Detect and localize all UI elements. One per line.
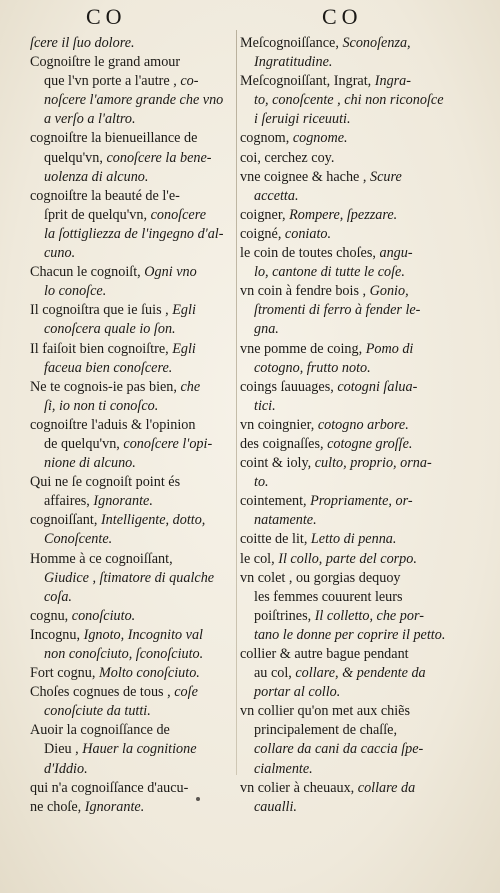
dictionary-line: [240, 454, 450, 473]
dictionary-line: [240, 282, 450, 301]
french-text: Il faiſoit bien cognoiſtre,: [30, 340, 173, 357]
french-text: coint & ioly,: [240, 455, 315, 472]
dictionary-line: [240, 569, 450, 588]
italian-text: noſcere l'amore grande che vno: [44, 92, 224, 109]
dictionary-line: [240, 244, 450, 263]
dictionary-line: [30, 244, 238, 263]
dictionary-line: [30, 187, 238, 206]
italian-text: Conoſcente.: [44, 531, 113, 548]
dictionary-line: [240, 149, 450, 168]
italian-text: che: [180, 378, 201, 395]
french-text: Meſcognoiſſance,: [240, 35, 343, 51]
dictionary-line: [240, 263, 450, 282]
dictionary-line: [240, 72, 450, 91]
dictionary-line: [30, 53, 238, 72]
italian-text: Propriamente, or-: [310, 493, 413, 510]
italian-text: Ignorante.: [84, 798, 145, 815]
italian-text: caualli.: [254, 798, 297, 815]
french-text: Homme à ce cognoiſſant,: [30, 550, 173, 567]
italian-text: natamente.: [254, 512, 317, 529]
italian-text: Il colletto, che por-: [314, 607, 424, 624]
dictionary-line: [240, 492, 450, 511]
italian-text: Ignoto, Incognito val: [83, 626, 203, 643]
dictionary-line: [30, 492, 238, 511]
italian-text: portar al collo.: [254, 684, 341, 701]
italian-text: Egli: [172, 340, 196, 357]
french-text: cointement,: [240, 493, 311, 510]
dictionary-line: [30, 301, 238, 320]
dictionary-line: [240, 645, 450, 664]
left-column: [30, 34, 238, 817]
dictionary-line: [240, 798, 450, 817]
french-text: coigner,: [240, 206, 290, 223]
french-text: ne choſe,: [30, 798, 85, 815]
italian-text: angu-: [379, 245, 413, 262]
french-text: Cognoiſtre le grand amour: [30, 54, 181, 71]
dictionary-line: [30, 550, 238, 569]
french-text: coi, cerchez coy.: [240, 149, 335, 166]
dictionary-line: [240, 473, 450, 492]
french-text: vn coin à fendre bois ,: [240, 283, 370, 300]
dictionary-line: [240, 187, 450, 206]
dictionary-line: [240, 110, 450, 129]
dictionary-line: [240, 721, 450, 740]
italian-text: lo conoſce.: [44, 283, 107, 300]
italian-text: cuno.: [44, 245, 76, 262]
dictionary-line: [30, 740, 238, 759]
italian-text: conoſciute da tutti.: [44, 703, 151, 720]
dictionary-line: [240, 664, 450, 683]
dictionary-line: [240, 530, 450, 549]
dictionary-line: [30, 168, 238, 187]
dictionary-line: [30, 588, 238, 607]
french-text: vne coignee & hache ,: [240, 168, 370, 185]
italian-text: Pomo di: [365, 340, 414, 357]
italian-text: i ſeruigi riceuuti.: [254, 111, 351, 128]
dictionary-line: [30, 645, 238, 664]
italian-text: cotogno arbore.: [317, 416, 409, 433]
italian-text: Hauer la cognitione: [82, 741, 197, 758]
italian-text: ſcere il ſuo dolore.: [30, 35, 135, 51]
dictionary-line: [240, 435, 450, 454]
dictionary-line: [240, 53, 450, 72]
french-text: Ne te cognois-ie pas bien,: [30, 378, 181, 395]
dictionary-line: [30, 378, 238, 397]
french-text: vn coingnier,: [240, 416, 318, 433]
dictionary-line: [240, 760, 450, 779]
dictionary-line: [240, 34, 450, 53]
italian-text: nione di alcuno.: [44, 455, 136, 472]
french-text: poiſtrines,: [254, 607, 315, 624]
dictionary-line: [30, 359, 238, 378]
french-text: Meſcognoiſſant, Ingrat,: [240, 73, 375, 90]
dictionary-line: [30, 454, 238, 473]
dictionary-line: [30, 473, 238, 492]
dictionary-line: [240, 206, 450, 225]
italian-text: cotogno, frutto noto.: [254, 359, 371, 376]
italian-text: accetta.: [254, 187, 299, 204]
dictionary-line: [240, 607, 450, 626]
french-text: Auoir la cognoiſſance de: [30, 722, 170, 739]
french-text: de quelqu'vn,: [44, 435, 124, 452]
dictionary-line: [240, 626, 450, 645]
italian-text: cotogni ſalua-: [337, 378, 418, 395]
dictionary-line: [240, 340, 450, 359]
italian-text: coſe: [174, 684, 198, 701]
italian-text: Molto conoſciuto.: [98, 665, 200, 682]
dictionary-line: [30, 607, 238, 626]
french-text: vne pomme de coing,: [240, 340, 366, 357]
dictionary-line: [30, 416, 238, 435]
dictionary-line: [30, 340, 238, 359]
dictionary-line: [30, 664, 238, 683]
italian-text: faceua bien conoſcere.: [44, 359, 173, 376]
dictionary-line: [30, 530, 238, 549]
dictionary-line: [30, 129, 238, 148]
french-text: principalement de chaſſe,: [254, 722, 397, 739]
french-text: au col,: [254, 665, 296, 682]
dictionary-line: [30, 511, 238, 530]
french-text: coitte de lit,: [240, 531, 311, 548]
italian-text: cognome.: [292, 130, 348, 147]
italian-text: Giudice , ſtimatore di qualche: [44, 569, 215, 586]
dictionary-line: [240, 301, 450, 320]
french-text: des coignaſſes,: [240, 435, 328, 452]
dictionary-line: [240, 225, 450, 244]
italian-text: collare da: [357, 779, 416, 796]
italian-text: Ignorante.: [93, 493, 153, 510]
italian-text: Intelligente, dotto,: [100, 512, 206, 529]
french-text: Choſes cognues de tous ,: [30, 684, 175, 701]
french-text: coigné,: [240, 225, 285, 242]
dictionary-line: [240, 168, 450, 187]
italian-text: ſtromenti di ferro à fender le-: [254, 302, 421, 319]
dictionary-line: [240, 550, 450, 569]
italian-text: coſa.: [44, 588, 72, 605]
italian-text: conoſcere: [150, 206, 206, 223]
italian-text: ſi, io non ti conoſco.: [44, 397, 159, 414]
italian-text: Rompere, ſpezzare.: [289, 206, 398, 223]
right-column: [240, 34, 450, 817]
dictionary-line: [30, 626, 238, 645]
dictionary-line: [30, 110, 238, 129]
french-text: vn collier qu'on met aux chiẽs: [240, 703, 411, 720]
running-head-left: CO: [86, 4, 127, 29]
dictionary-line: [30, 225, 238, 244]
dictionary-line: [30, 721, 238, 740]
italian-text: Ingra-: [374, 73, 412, 90]
italian-text: collare, & pendente da: [295, 665, 426, 682]
italian-text: a verſo a l'altro.: [44, 111, 136, 128]
italian-text: lo, cantone di tutte le coſe.: [254, 264, 405, 281]
french-text: ſprit de quelqu'vn,: [44, 206, 151, 223]
dictionary-line: [30, 149, 238, 168]
dictionary-line: [240, 702, 450, 721]
italian-text: cotogne groſſe.: [327, 435, 413, 452]
italian-text: la ſottigliezza de l'ingegno d'al-: [44, 225, 224, 242]
french-text: cognom,: [240, 130, 293, 147]
french-text: affaires,: [44, 493, 94, 510]
dictionary-line: [30, 569, 238, 588]
dictionary-line: [30, 72, 238, 91]
dictionary-line: [30, 702, 238, 721]
french-text: Incognu,: [30, 626, 84, 643]
italian-text: Ingratitudine.: [254, 54, 333, 71]
italian-text: conoſcere la bene-: [106, 149, 212, 166]
french-text: vn colet , ou gorgias dequoy: [240, 569, 401, 586]
italian-text: Il collo, parte del corpo.: [278, 550, 417, 567]
italian-text: culto, proprio, orna-: [314, 455, 432, 472]
italian-text: cialmente.: [254, 760, 313, 777]
italian-text: tano le donne per coprire il petto.: [254, 626, 446, 643]
italian-text: Letto di penna.: [310, 531, 397, 548]
dictionary-line: [240, 779, 450, 798]
italian-text: to.: [254, 474, 269, 491]
italian-text: coniato.: [284, 225, 332, 242]
ink-dot: [196, 797, 200, 801]
french-text: le col,: [240, 550, 279, 567]
dictionary-line: [30, 435, 238, 454]
french-text: cognoiſtre l'aduis & l'opinion: [30, 416, 196, 433]
italian-text: uolenza di alcuno.: [44, 168, 149, 185]
italian-text: d'Iddio.: [44, 760, 88, 777]
french-text: Chacun le cognoiſt,: [30, 264, 145, 281]
dictionary-line: [240, 397, 450, 416]
french-text: quelqu'vn,: [44, 149, 107, 166]
dictionary-line: [240, 320, 450, 339]
italian-text: co-: [180, 73, 199, 90]
dictionary-line: [30, 282, 238, 301]
italian-text: Sconoſenza,: [342, 35, 411, 51]
french-text: cognoiſtre la bienueillance de: [30, 130, 198, 147]
dictionary-line: [240, 740, 450, 759]
dictionary-line: [30, 34, 238, 53]
dictionary-line: [30, 683, 238, 702]
dictionary-line: [30, 320, 238, 339]
italian-text: Gonio,: [369, 283, 409, 300]
dictionary-line: [30, 798, 238, 817]
dictionary-line: [240, 511, 450, 530]
dictionary-line: [30, 397, 238, 416]
dictionary-line: [240, 588, 450, 607]
italian-text: non conoſciuto, ſconoſciuto.: [44, 646, 204, 662]
dictionary-line: [30, 91, 238, 110]
dictionary-line: [240, 91, 450, 110]
french-text: cognu,: [30, 607, 72, 624]
french-text: Dieu ,: [44, 741, 83, 758]
french-text: qui n'a cognoiſſance d'aucu-: [30, 779, 189, 796]
dictionary-line: [30, 263, 238, 282]
french-text: Qui ne ſe cognoiſt point és: [30, 474, 181, 491]
dictionary-line: [240, 359, 450, 378]
french-text: coings ſauuages,: [240, 378, 338, 395]
dictionary-line: [240, 129, 450, 148]
dictionary-line: [30, 206, 238, 225]
french-text: collier & autre bague pendant: [240, 646, 409, 662]
french-text: que l'vn porte a l'autre ,: [44, 73, 181, 90]
running-head-right: CO: [322, 4, 363, 29]
dictionary-line: [30, 779, 238, 798]
dictionary-line: [30, 760, 238, 779]
italian-text: conoſcere l'opi-: [123, 435, 213, 452]
italian-text: tici.: [254, 397, 276, 414]
dictionary-line: [240, 683, 450, 702]
french-text: cognoiſſant,: [30, 512, 101, 529]
french-text: cognoiſtre la beauté de l'e-: [30, 187, 180, 204]
italian-text: Scure: [370, 168, 402, 185]
dictionary-line: [240, 378, 450, 397]
italian-text: to, conoſcente , chi non riconoſce: [254, 92, 444, 109]
dictionary-line: [240, 416, 450, 435]
french-text: Fort cognu,: [30, 665, 99, 682]
italian-text: conoſciuto.: [71, 607, 136, 624]
italian-text: Egli: [172, 302, 196, 319]
french-text: Il cognoiſtra que ie ſuis ,: [30, 302, 173, 319]
french-text: les femmes couurent leurs: [254, 588, 403, 605]
french-text: vn colier à cheuaux,: [240, 779, 358, 796]
french-text: le coin de toutes choſes,: [240, 245, 380, 262]
italian-text: collare da cani da caccia ſpe-: [254, 741, 424, 758]
italian-text: Ogni vno: [144, 264, 197, 281]
italian-text: gna.: [254, 321, 279, 338]
italian-text: conoſcera quale io ſon.: [44, 321, 176, 338]
